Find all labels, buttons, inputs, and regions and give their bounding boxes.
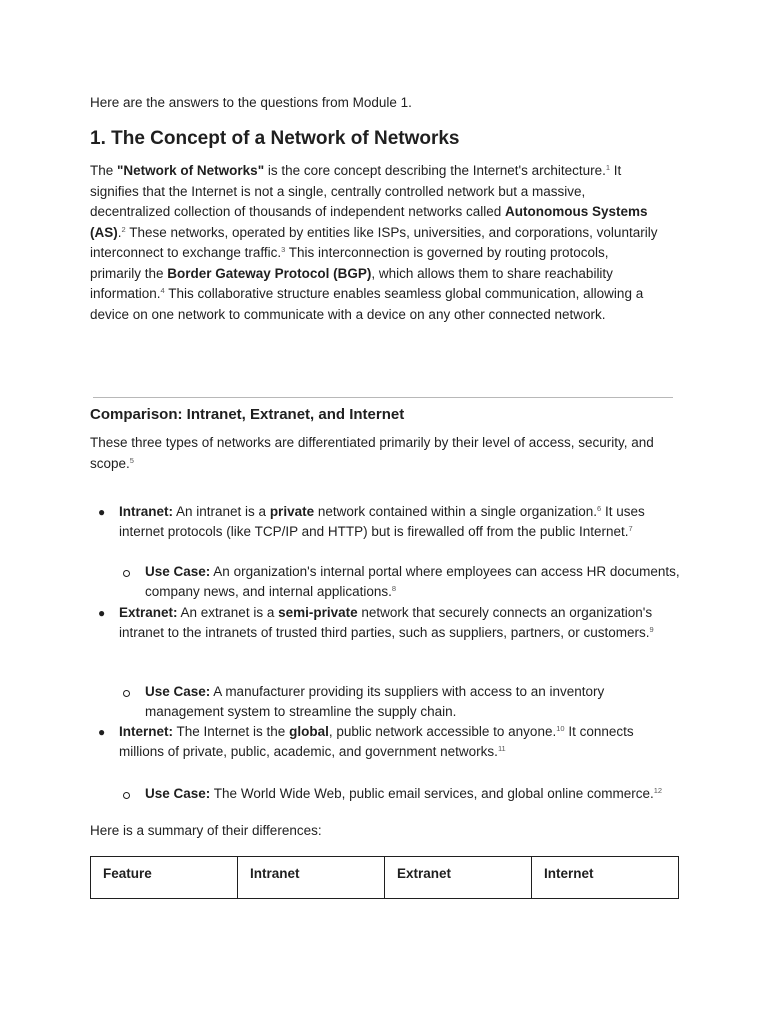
footnote-ref[interactable]: 3 — [281, 245, 286, 254]
footnote-ref[interactable]: 8 — [391, 584, 397, 593]
sub-list-item-use-case: Use Case: A manufacturer providing its suppliers with access to an inventory management system to streamline the supply chain. — [145, 684, 605, 719]
footnote-ref[interactable]: 11 — [497, 744, 506, 753]
sub-bullet-icon — [123, 792, 130, 799]
sub-bullet-icon — [123, 690, 130, 697]
horizontal-divider — [93, 397, 673, 398]
footnote-ref[interactable]: 1 — [605, 163, 611, 172]
intro-text: Here are the answers to the questions from Module 1. — [90, 95, 412, 110]
footnote-ref[interactable]: 4 — [160, 286, 165, 295]
section2-heading: Comparison: Intranet, Extranet, and Internet — [90, 406, 405, 423]
section2-paragraph: These three types of networks are differentiated primarily by their level of access, security, and scope.$^5$ — [90, 435, 654, 471]
sub-list-item-use-case: Use Case: An organization's internal portal where employees can access HR documents, company news, and internal applications.$^8$ — [145, 564, 680, 599]
sub-bullet-icon — [123, 570, 130, 577]
comparison-table — [90, 856, 679, 899]
summary-text: Here is a summary of their differences: — [90, 823, 322, 838]
table-header-cell: Intranet — [238, 857, 385, 899]
footnote-ref[interactable]: 2 — [121, 224, 126, 234]
section1-paragraph: The "Network of Networks" is the core concept describing the Internet's architecture.$^1$ It signifies that the Internet is not a single, centrally controlled network but a massive, decentralized collection of thousands of independent networks called Autonomous Systems (AS).$^2$ These networks, operated by entities like ISPs, universities, and corporations, voluntarily interconnect to exchange traffic.$^3$ This interconnection is governed by routing protocols, primarily the Border Gateway Protocol (BGP), which allows them to share reachability information.$^4$ This collaborative structure enables seamless global communication, allowing a device on one network to communicate with a device on any other connected network. — [90, 163, 658, 322]
bullet-icon: ● — [98, 725, 106, 739]
list-item-internet: Internet: The Internet is the global, public network accessible to anyone.$^{10}$ It connects millions of private, public, academic, and government networks.$^{11}$ — [119, 724, 634, 759]
footnote-ref[interactable]: 5 — [129, 455, 134, 465]
bullet-icon: ● — [98, 606, 106, 620]
sub-list-item-use-case: Use Case: The World Wide Web, public email services, and global online commerce.$^{12}$ — [145, 786, 663, 801]
section1-heading: 1. The Concept of a Network of Networks — [90, 128, 460, 149]
bullet-icon: ● — [98, 505, 106, 519]
table-header-cell: Internet — [532, 857, 679, 899]
table-header-row — [91, 857, 679, 899]
list-item-extranet: Extranet: An extranet is a semi-private network that securely connects an organization's intranet to the intranets of trusted third parties, such as suppliers, partners, or customers.$^9$ — [119, 605, 654, 640]
footnote-ref[interactable]: 10 — [556, 724, 565, 733]
table-header-cell: Extranet — [385, 857, 532, 899]
footnote-ref[interactable]: 12 — [653, 786, 663, 795]
footnote-ref[interactable]: 6 — [597, 504, 602, 513]
list-item-intranet: Intranet: An intranet is a private network contained within a single organization.$^6$ It uses internet protocols (like TCP/IP and HTTP) but is firewalled off from the public Internet.$^7$ — [119, 504, 645, 539]
footnote-ref[interactable]: 9 — [649, 625, 654, 634]
table-header-cell: Feature — [91, 857, 238, 899]
footnote-ref[interactable]: 7 — [628, 524, 633, 533]
